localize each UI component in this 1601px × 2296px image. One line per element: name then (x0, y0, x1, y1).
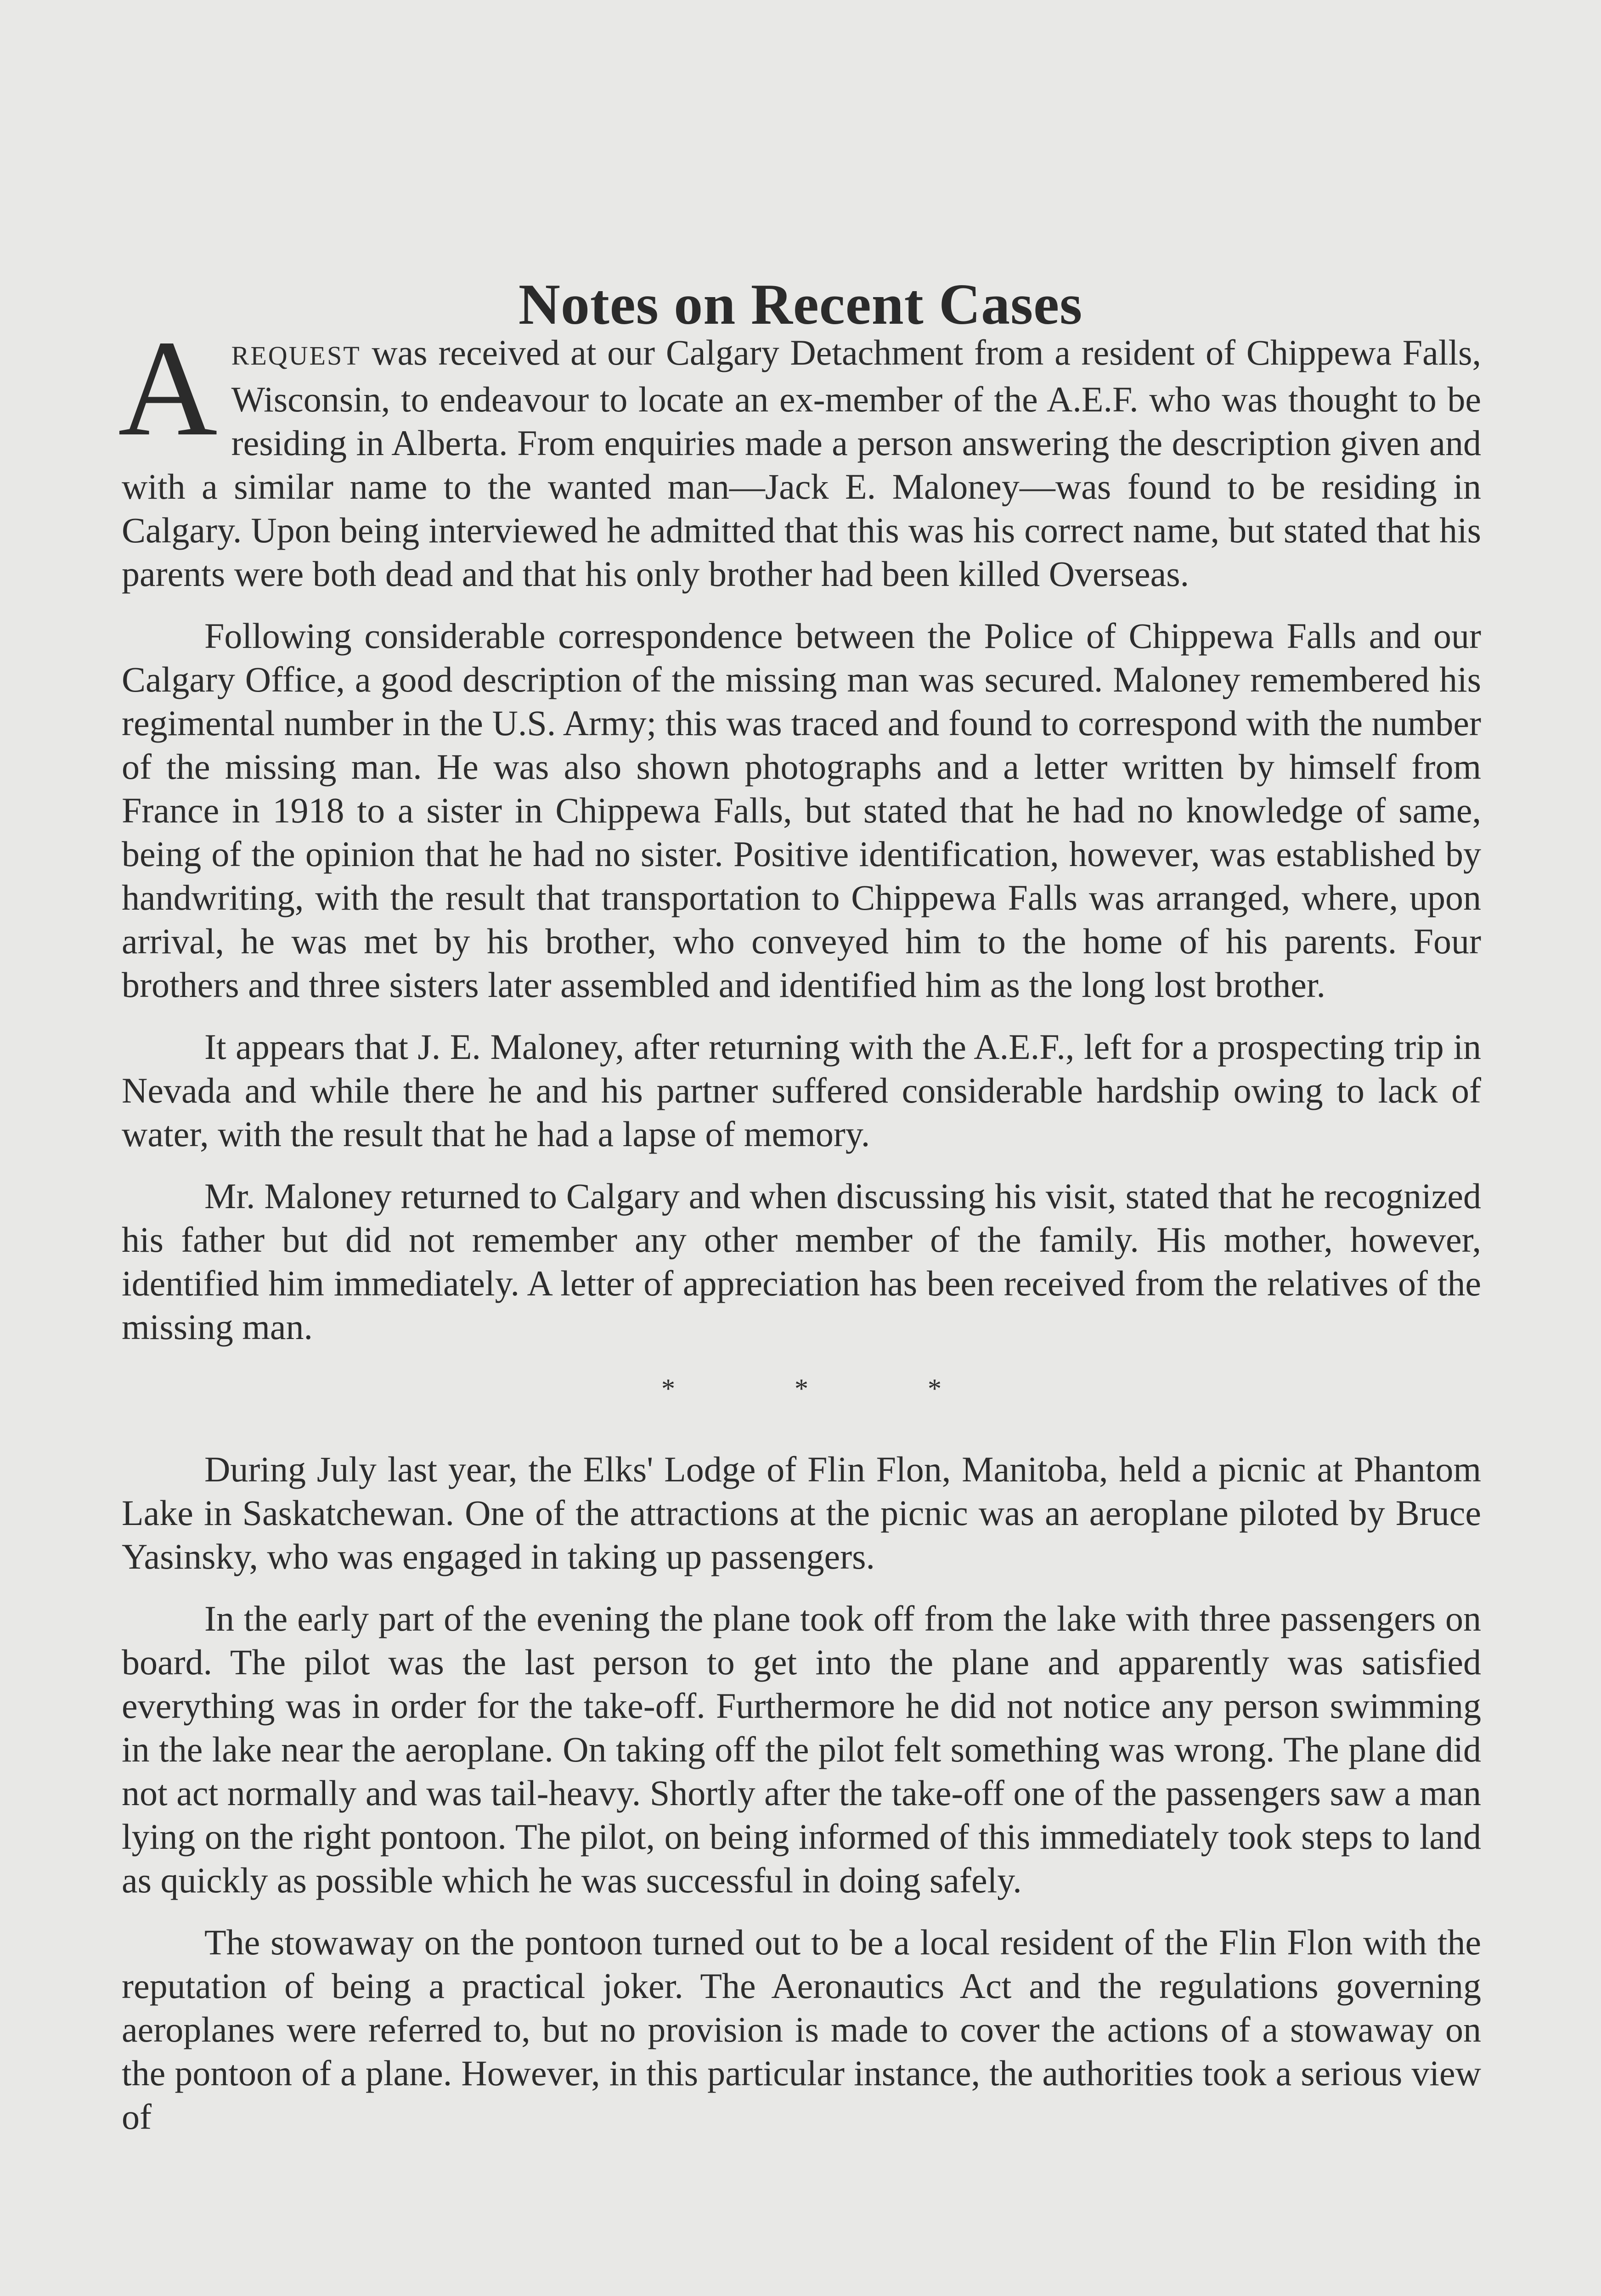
separator-asterisk: * (928, 1373, 941, 1404)
article-body (118, 312, 1481, 2157)
case1-paragraph-4: Mr. Maloney returned to Calgary and when discussing his visit, stated that he recognized his father but did not remember any other member of the family. His mother, however, identified him immediately. A letter of appreciation has been received from the relatives of the missing man. (122, 1176, 1481, 1347)
case2-paragraph-1: During July last year, the Elks' Lodge of Flin Flon, Manitoba, held a picnic at Phantom Lake in Saskatchewan. One of the attractions at the picnic was an aeroplane piloted by Bruce Yasinsky, who was engaged in taking up passengers. (122, 1449, 1481, 1576)
separator-asterisk: * (795, 1373, 808, 1404)
case1-paragraph-3: It appears that J. E. Maloney, after returning with the A.E.F., left for a prospecting trip in Nevada and while there he and his partner suffered considerable hardship owing to lack of water, with the result that he had a lapse of memory. (122, 1027, 1481, 1154)
page-title: Notes on Recent Cases (518, 273, 1083, 337)
case2-paragraph-3: The stowaway on the pontoon turned out to be a local resident of the Flin Flon with the reputation of being a practical joker. The Aeronautics Act and the regulations governing aeroplanes were referred to, but no provision is made to cover the actions of a stowaway on the pontoon of a plane. However, in this particular instance, the authorities took a serious view of (122, 1922, 1481, 2137)
case2-paragraph-2: In the early part of the evening the plane took off from the lake with three passengers on board. The pilot was the last person to get into the plane and apparently was satisfied everything was in order for the take-off. Furthermore he did not notice any person swimming in the lake near the aeroplane. On taking off the pilot felt something was wrong. The plane did not act normally and was tail-heavy. Shortly after the take-off one of the passengers saw a man lying on the right pontoon. The pilot, on being informed of this immediately took steps to land as quickly as possible which he was successful in doing safely. (122, 1598, 1481, 1900)
case1-paragraph-2: Following considerable correspondence between the Police of Chippewa Falls and our Calgary Office, a good description of the missing man was secured. Maloney remembered his regimental number in the U.S. Army; this was traced and found to correspond with the number of the missing man. He was also shown photographs and a letter written by himself from France in 1918 to a sister in Chippewa Falls, but stated that he had no knowledge of same, being of the opinion that he had no sister. Positive identification, however, was established by handwriting, with the result that transportation to Chippewa Falls was arranged, where, upon arrival, he was met by his brother, who conveyed him to the home of his parents. Four brothers and three sisters later assembled and identified him as the long lost brother. (122, 616, 1481, 1005)
case1-paragraph-1 (118, 312, 1481, 596)
case1-paragraph-1-text: was received at our Calgary Detachment from a resident of Chippewa Falls, Wisconsin, to endeavour to locate an ex-member of the A.E.F. who was thought to be residing in Alberta. From enquiries made a person answering the description given and with a similar name to the wanted man—Jack E. Maloney—was found to be residing in Calgary. Upon being interviewed he admitted that this was his correct name, but stated that his parents were both dead and that his only brother had been killed Overseas. (122, 332, 1481, 594)
drop-cap: A (118, 312, 218, 464)
section-separator (122, 1367, 1481, 1411)
separator-asterisk: * (661, 1373, 675, 1404)
small-caps-word: REQUEST (231, 341, 361, 371)
